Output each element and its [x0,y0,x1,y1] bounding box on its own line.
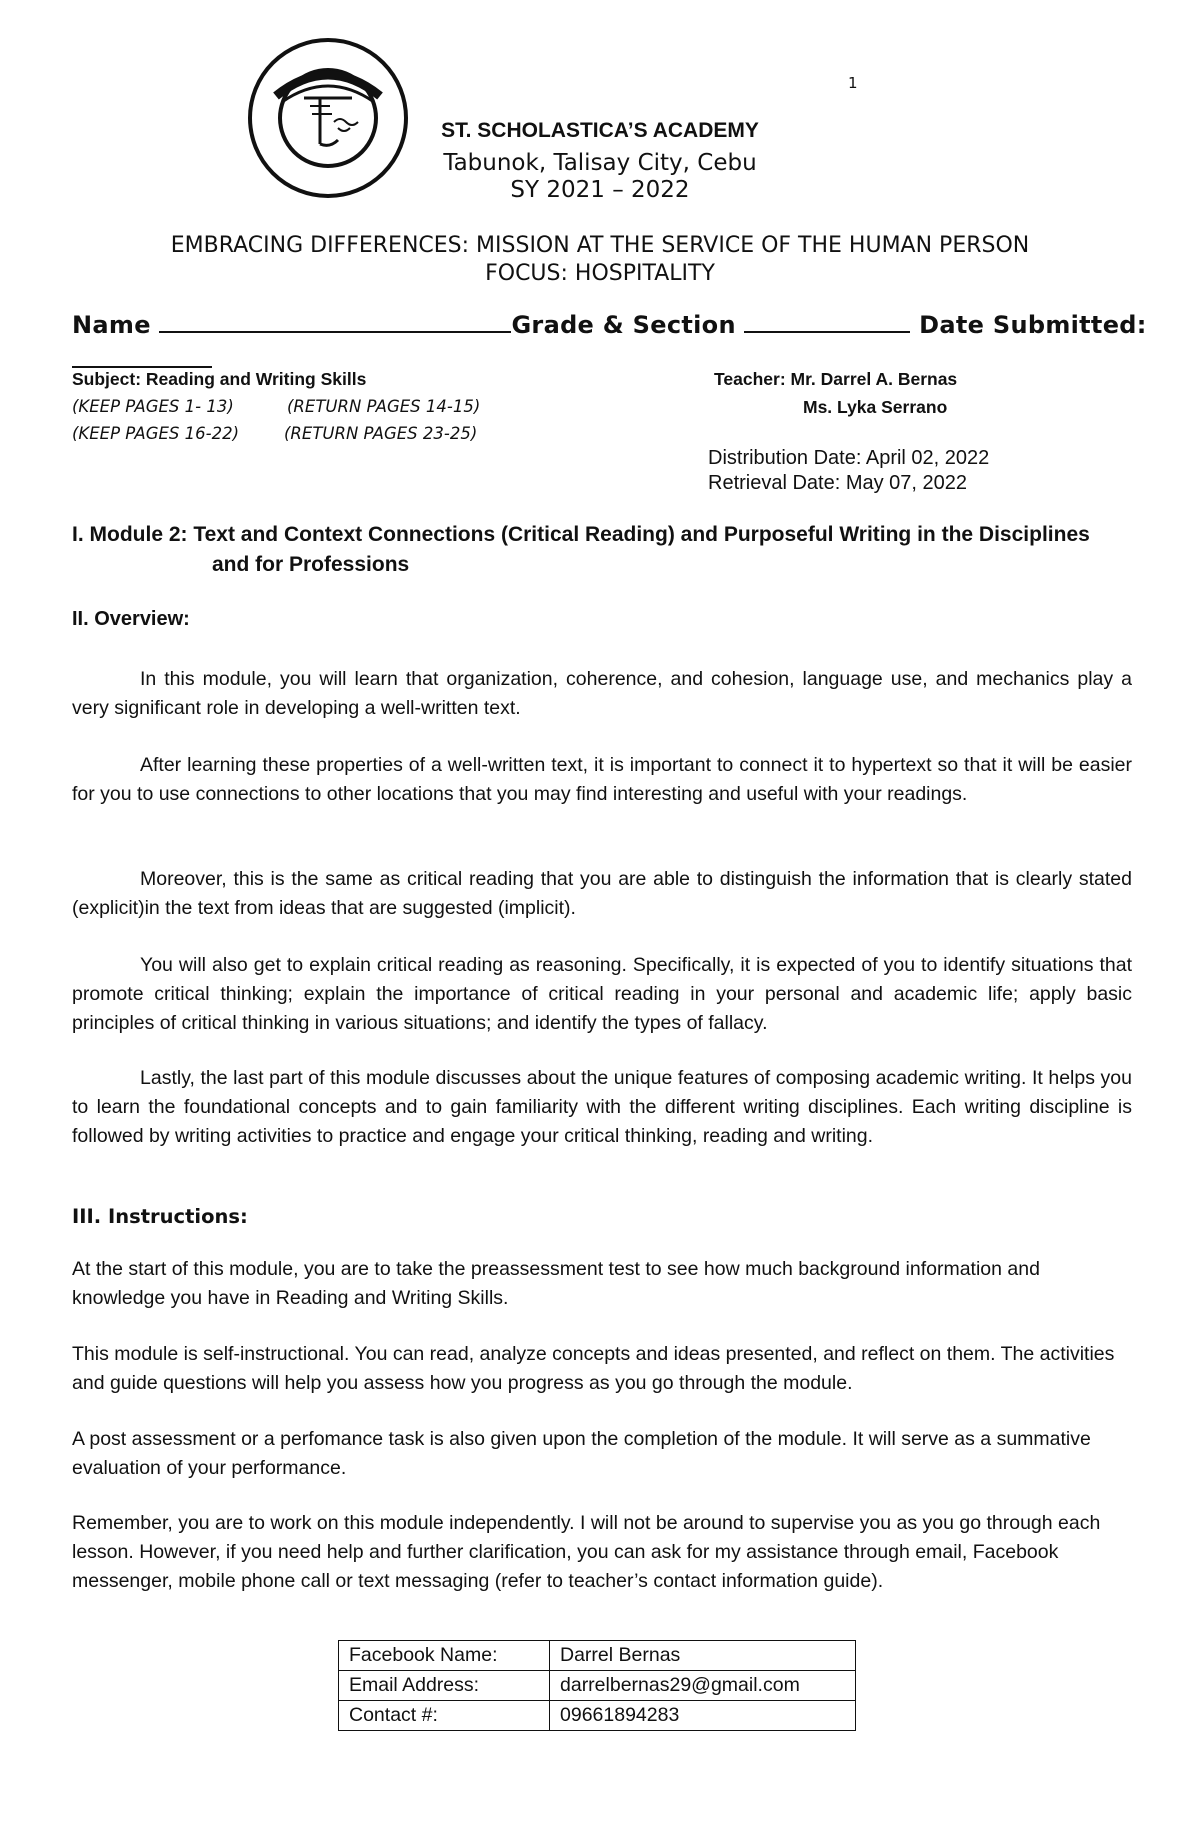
date-submitted-blank[interactable] [72,366,212,368]
school-location: Tabunok, Talisay City, Cebu [443,150,757,176]
student-info-line [72,311,1147,339]
instructions-heading: III. Instructions: [72,1205,248,1228]
second-teacher: Ms. Lyka Serrano [803,397,948,417]
theme-title: EMBRACING DIFFERENCES: MISSION AT THE SERVICE OF THE HUMAN PERSON [170,233,1030,258]
instructions-paragraph: A post assessment or a perfomance task is also given upon the completion of the module. It will serve as a summative evaluation of your performance. [72,1428,1091,1479]
overview-paragraph: Moreover, this is the same as critical reading that you are able to distinguish the information that is clearly stated (explicit)in the text from ideas that are suggested (implicit). [72,868,1132,919]
return-pages-1: (RETURN PAGES 14-15) [287,397,481,416]
facebook-name-label: Facebook Name: [339,1641,550,1671]
module-title-line1: I. Module 2: Text and Context Connections (Critical Reading) and Purposeful Writing in the Disciplines [72,523,1090,546]
overview-paragraph: Lastly, the last part of this module discusses about the unique features of composing academic writing. It helps you to learn the foundational concepts and to gain familiarity with the different writing disciplines. Each writing discipline is followed by writing activities to practice and engage your critical thinking, reading and writing. [72,1067,1132,1147]
table-row [339,1671,856,1701]
overview-paragraph: In this module, you will learn that organization, coherence, and cohesion, language use, and mechanics play a very significant role in developing a well-written text. [72,668,1132,719]
keep-pages-2: (KEEP PAGES 16-22) [72,424,240,443]
keep-pages-1: (KEEP PAGES 1- 13) [72,397,234,416]
module-title [72,520,1132,580]
subject-label: Subject: Reading and Writing Skills [72,369,367,389]
email-label: Email Address: [339,1671,550,1701]
table-row [339,1701,856,1731]
instructions-paragraph: Remember, you are to work on this module independently. I will not be around to supervise you as you go through each lesson. However, if you need help and further clarification, you can ask for my assistance through email, Facebook messenger, mobile phone call or text messaging (refer to teacher’s contact information guide). [72,1512,1101,1592]
name-label: Name [72,311,151,339]
school-year: SY 2021 – 2022 [510,177,690,203]
contact-number-label: Contact #: [339,1701,550,1731]
school-name: ST. SCHOLASTICA’S ACADEMY [441,119,759,142]
table-row [339,1641,856,1671]
contact-number-value: 09661894283 [550,1701,856,1731]
date-submitted-label: Date Submitted: [919,311,1147,339]
theme-focus: FOCUS: HOSPITALITY [485,261,715,286]
contact-table [338,1640,856,1731]
overview-heading: II. Overview: [72,608,190,630]
instructions-paragraph: At the start of this module, you are to take the preassessment test to see how much background information and knowledge you have in Reading and Writing Skills. [72,1258,1040,1309]
grade-section-blank[interactable] [744,329,910,333]
facebook-name-value: Darrel Bernas [550,1641,856,1671]
module-title-line2: and for Professions [212,553,410,576]
overview-paragraph: After learning these properties of a well-written text, it is important to connect it to hypertext so that it will be easier for you to use connections to other locations that you may find interesting and useful with your readings. [72,754,1132,805]
name-blank[interactable] [159,329,511,333]
page-number: 1 [848,74,858,92]
grade-section-label: Grade & Section [511,311,736,339]
teacher-label: Teacher: Mr. Darrel A. Bernas [714,369,958,389]
email-value: darrelbernas29@gmail.com [550,1671,856,1701]
instructions-paragraph: This module is self-instructional. You can read, analyze concepts and ideas presented, and reflect on them. The activities and guide questions will help you assess how you progress as you go through the module. [72,1343,1115,1394]
distribution-date: Distribution Date: April 02, 2022 [708,447,990,469]
overview-paragraph: You will also get to explain critical reading as reasoning. Specifically, it is expected of you to identify situations that promote critical thinking; explain the importance of critical reading in your personal and academic life; apply basic principles of critical thinking in various situations; and identify the types of fallacy. [72,954,1132,1034]
retrieval-date: Retrieval Date: May 07, 2022 [708,472,968,494]
return-pages-2: (RETURN PAGES 23-25) [284,424,478,443]
